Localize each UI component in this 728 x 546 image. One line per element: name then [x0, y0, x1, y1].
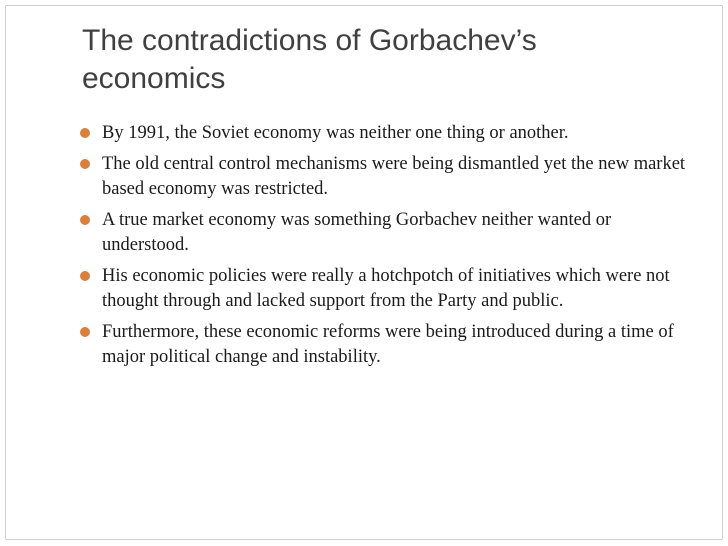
bullet-text: The old central control mechanisms were being dismantled yet the new market based economy was restricted.: [102, 154, 686, 199]
bullet-list: [78, 121, 698, 376]
bullet-item: [78, 208, 698, 258]
bullet-icon: [80, 271, 90, 281]
bullet-icon: [80, 128, 90, 138]
bullet-icon: [80, 159, 90, 169]
bullet-item: [78, 320, 698, 370]
slide-title: The contradictions of Gorbachev’s economics: [82, 24, 537, 95]
bullet-item: [78, 152, 698, 202]
bullet-icon: [80, 215, 90, 225]
bullet-item: [78, 121, 698, 146]
bullet-text: Furthermore, these economic reforms were being introduced during a time of major political change and instability.: [102, 322, 674, 367]
bullet-item: [78, 264, 698, 314]
bullet-text: His economic policies were really a hotchpotch of initiatives which were not thought through and lacked support from the Party and public.: [102, 266, 670, 311]
bullet-icon: [80, 327, 90, 337]
bullet-text: By 1991, the Soviet economy was neither one thing or another.: [102, 123, 569, 143]
bullet-text: A true market economy was something Gorbachev neither wanted or understood.: [102, 210, 612, 255]
